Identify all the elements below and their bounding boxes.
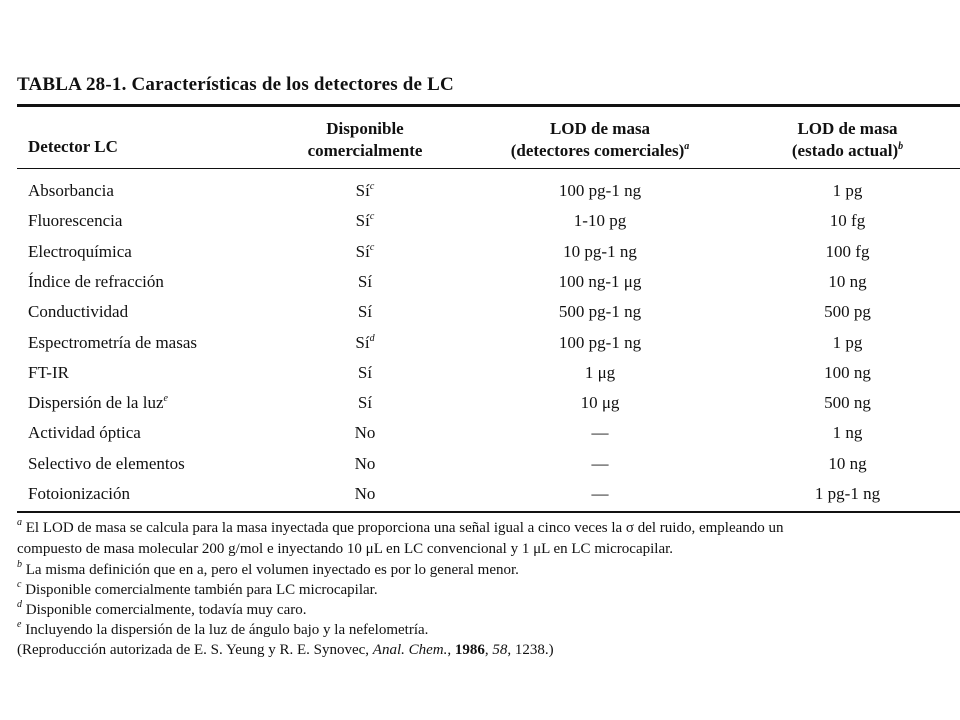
cell-lod-current-text: 1 pg — [832, 333, 863, 352]
cell-available-text: No — [354, 484, 376, 503]
cell-available-text: No — [354, 454, 376, 473]
cell-available-text: No — [354, 423, 376, 442]
header-lod-commercial — [480, 118, 720, 162]
cell-lod-current-text: 1 pg-1 ng — [814, 484, 881, 503]
cell-lod-current — [760, 483, 935, 505]
cell-available — [310, 453, 420, 475]
footnote-c-text: Disponible comercialmente también para LC microcapilar. — [21, 582, 378, 598]
citation-year: 1986 — [454, 642, 485, 658]
cell-lod-current-text: 500 ng — [824, 393, 871, 412]
cell-detector — [28, 483, 130, 505]
cell-detector — [28, 422, 141, 444]
cell-detector — [28, 362, 69, 384]
cell-available-text: Sí — [355, 181, 370, 200]
cell-lod-commercial — [490, 453, 710, 475]
cell-lod-commercial — [490, 271, 710, 293]
citation-sep: , — [484, 642, 493, 658]
header-rule — [17, 168, 960, 169]
cell-lod-current — [760, 271, 935, 293]
header-lod-current — [755, 118, 940, 162]
cell-detector-text: Electroquímica — [28, 242, 132, 261]
footnote-e-text: Incluyendo la dispersión de la luz de ángulo bajo y la nefelometría. — [21, 622, 429, 638]
cell-detector-text: Dispersión de la luz — [28, 393, 164, 412]
footnote-marker: a — [684, 141, 690, 152]
cell-lod-current-text: 100 fg — [825, 242, 870, 261]
cell-detector-text: Fotoionización — [28, 484, 130, 503]
footnote-marker: c — [369, 242, 375, 253]
cell-lod-current — [760, 180, 935, 202]
footnote-mark-d: d — [17, 599, 22, 610]
table-title: TABLA 28-1. Características de los detectores de LC — [17, 74, 454, 95]
footnote-marker: e — [163, 393, 168, 404]
cell-lod-commercial — [490, 362, 710, 384]
cell-detector-text: Actividad óptica — [28, 423, 141, 442]
cell-lod-commercial-text: 10 μg — [580, 393, 620, 412]
cell-lod-commercial — [490, 483, 710, 505]
source-citation — [17, 641, 554, 660]
header-lod-current-line2-text: (estado actual) — [791, 141, 899, 160]
header-lod-commercial-line2 — [480, 140, 720, 162]
cell-lod-current-text: 100 ng — [824, 363, 871, 382]
cell-available-text: Sí — [355, 211, 370, 230]
cell-available — [310, 332, 420, 354]
footnote-b — [17, 561, 519, 580]
cell-available-text: Sí — [357, 393, 373, 412]
cell-lod-current — [760, 453, 935, 475]
cell-detector — [28, 180, 114, 202]
header-available-line1: Disponible — [326, 119, 404, 138]
cell-detector — [28, 332, 197, 354]
cell-lod-current — [760, 332, 935, 354]
footnote-marker: c — [369, 181, 375, 192]
cell-detector — [28, 241, 132, 263]
footnote-a-cont — [17, 540, 673, 559]
cell-lod-current — [760, 362, 935, 384]
cell-detector-text: Índice de refracción — [28, 272, 164, 291]
footnote-mark-e: e — [17, 619, 22, 630]
cell-available — [310, 271, 420, 293]
cell-detector-text: FT-IR — [28, 363, 69, 382]
cell-lod-commercial-text: — — [591, 454, 609, 473]
cell-lod-current — [760, 210, 935, 232]
footnote-a-line2: compuesto de masa molecular 200 g/mol e inyectando 10 μL en LC convencional y 1 μL en LC microcapilar. — [17, 541, 674, 557]
cell-lod-commercial-text: 100 pg-1 ng — [558, 333, 642, 352]
cell-lod-commercial — [490, 301, 710, 323]
header-lod-current-line2 — [755, 140, 940, 162]
cell-available — [310, 362, 420, 384]
footnote-mark-b: b — [17, 559, 22, 570]
cell-detector — [28, 453, 185, 475]
footnote-marker: d — [369, 333, 375, 344]
citation-volume: 58 — [492, 642, 508, 658]
cell-lod-current — [760, 422, 935, 444]
cell-detector — [28, 210, 122, 232]
cell-detector — [28, 392, 168, 414]
footnote-a — [17, 519, 784, 538]
citation-journal: Anal. Chem. — [372, 642, 448, 658]
cell-lod-commercial — [490, 180, 710, 202]
cell-available-text: Sí — [355, 333, 370, 352]
header-lod-commercial-line1: LOD de masa — [549, 119, 651, 138]
cell-lod-current-text: 10 ng — [828, 454, 867, 473]
cell-lod-commercial — [490, 210, 710, 232]
header-detector-text: Detector LC — [28, 137, 118, 156]
footnote-marker: c — [369, 211, 375, 222]
footnote-c — [17, 581, 378, 600]
footnote-d — [17, 601, 307, 620]
header-lod-commercial-line2-text: (detectores comerciales) — [510, 141, 685, 160]
cell-lod-commercial — [490, 392, 710, 414]
citation-prefix: (Reproducción autorizada de E. S. Yeung y R. E. Synovec, — [17, 642, 373, 658]
cell-lod-current-text: 10 ng — [828, 272, 867, 291]
cell-lod-current — [760, 241, 935, 263]
footnote-d-text: Disponible comercialmente, todavía muy caro. — [22, 602, 307, 618]
cell-available — [310, 301, 420, 323]
cell-available — [310, 483, 420, 505]
cell-detector-text: Espectrometría de masas — [28, 333, 197, 352]
cell-available-text: Sí — [357, 302, 373, 321]
cell-lod-commercial — [490, 422, 710, 444]
cell-lod-commercial-text: 100 pg-1 ng — [558, 181, 642, 200]
cell-detector-text: Conductividad — [28, 302, 129, 321]
cell-available — [310, 241, 420, 263]
cell-lod-current-text: 1 pg — [832, 181, 863, 200]
cell-available-text: Sí — [355, 242, 370, 261]
cell-detector — [28, 301, 128, 323]
cell-lod-commercial-text: 100 ng-1 μg — [558, 272, 642, 291]
cell-available-text: Sí — [357, 363, 373, 382]
footnote-a-line1: El LOD de masa se calcula para la masa inyectada que proporciona una señal igual a cinco veces la σ del ruido, empleando un — [22, 520, 784, 536]
citation-suffix: , 1238.) — [507, 642, 554, 658]
cell-available — [310, 422, 420, 444]
cell-detector-text: Fluorescencia — [28, 211, 123, 230]
footnote-mark-a: a — [17, 517, 22, 528]
cell-lod-commercial-text: 1-10 pg — [573, 211, 627, 230]
top-rule — [17, 104, 960, 107]
cell-lod-commercial — [490, 332, 710, 354]
header-detector — [28, 136, 118, 158]
cell-lod-commercial-text: 1 μg — [584, 363, 616, 382]
footnote-b-text: La misma definición que en a, pero el volumen inyectado es por lo general menor. — [22, 562, 519, 578]
header-available-line2: comercialmente — [307, 141, 423, 160]
cell-lod-commercial-text: — — [591, 423, 609, 442]
cell-lod-current-text: 1 ng — [832, 423, 863, 442]
footnote-marker: b — [898, 141, 904, 152]
cell-lod-commercial-text: 10 pg-1 ng — [563, 242, 637, 261]
cell-detector — [28, 271, 164, 293]
cell-available-text: Sí — [357, 272, 373, 291]
bottom-rule — [17, 511, 960, 513]
footnote-mark-c: c — [17, 579, 22, 590]
cell-lod-commercial — [490, 241, 710, 263]
cell-lod-commercial-text: 500 pg-1 ng — [558, 302, 642, 321]
footnote-e — [17, 621, 428, 640]
cell-detector-text: Selectivo de elementos — [28, 454, 185, 473]
cell-lod-current-text: 500 pg — [824, 302, 871, 321]
cell-lod-current — [760, 301, 935, 323]
cell-available — [310, 392, 420, 414]
cell-lod-current-text: 10 fg — [829, 211, 866, 230]
citation-comma: , — [447, 642, 455, 658]
cell-detector-text: Absorbancia — [28, 181, 114, 200]
header-lod-current-line1: LOD de masa — [797, 119, 898, 138]
cell-lod-commercial-text: — — [591, 484, 609, 503]
header-available — [290, 118, 440, 162]
cell-available — [310, 210, 420, 232]
cell-lod-current — [760, 392, 935, 414]
cell-available — [310, 180, 420, 202]
